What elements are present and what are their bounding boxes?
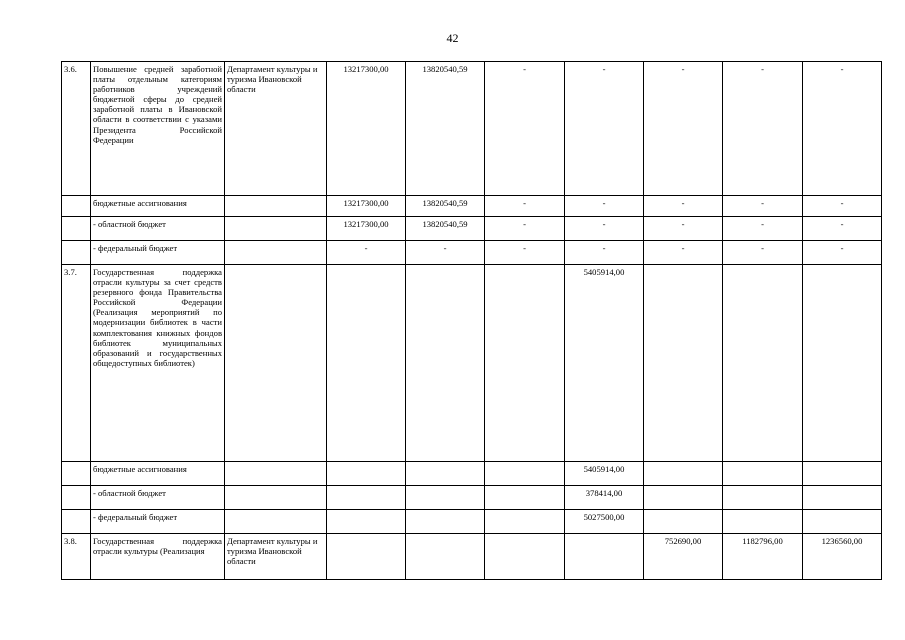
value-cell: - (406, 241, 485, 265)
value-cell (406, 534, 485, 580)
value-cell: - (644, 217, 723, 241)
value-cell (406, 462, 485, 486)
value-cell: 378414,00 (565, 486, 644, 510)
value-cell (565, 534, 644, 580)
value-cell: - (565, 241, 644, 265)
value-cell (327, 462, 406, 486)
value-cell (485, 265, 565, 462)
value-cell: - (485, 62, 565, 196)
value-cell: 13217300,00 (327, 62, 406, 196)
department (225, 241, 327, 265)
value-cell: - (327, 241, 406, 265)
value-cell (644, 462, 723, 486)
value-cell: 13217300,00 (327, 217, 406, 241)
value-cell: - (644, 196, 723, 217)
value-cell: - (644, 62, 723, 196)
value-cell (327, 534, 406, 580)
value-cell: 1182796,00 (723, 534, 803, 580)
value-cell: 752690,00 (644, 534, 723, 580)
value-cell: - (803, 196, 882, 217)
value-cell (327, 486, 406, 510)
row-number (62, 510, 91, 534)
value-cell (327, 265, 406, 462)
department (225, 217, 327, 241)
value-cell: - (485, 196, 565, 217)
value-cell (485, 486, 565, 510)
table-row (62, 462, 882, 486)
value-cell: - (723, 62, 803, 196)
table-row (62, 217, 882, 241)
value-cell (485, 510, 565, 534)
table-body (62, 62, 882, 580)
value-cell: - (723, 196, 803, 217)
value-cell (723, 486, 803, 510)
value-cell: 1236560,00 (803, 534, 882, 580)
table-row (62, 241, 882, 265)
value-cell (327, 510, 406, 534)
table-row (62, 265, 882, 462)
value-cell (803, 462, 882, 486)
value-cell (406, 265, 485, 462)
value-cell: - (803, 62, 882, 196)
measure-name: Государственная поддержка отрасли культуры за счет средств резервного фонда Правительства Российской Федерации (Реализация мероприятий по модернизации библиотек в части комплектования книжных фондов библиотек муниципальных образований и государственных общедоступных библиотек) (91, 265, 225, 462)
value-cell (485, 534, 565, 580)
measure-name: Государственная поддержка отрасли культуры (Реализация (91, 534, 225, 580)
value-cell: - (565, 62, 644, 196)
value-cell (485, 462, 565, 486)
value-cell: - (803, 217, 882, 241)
value-cell: 13820540,59 (406, 62, 485, 196)
row-number (62, 196, 91, 217)
table-row (62, 534, 882, 580)
value-cell: 13820540,59 (406, 196, 485, 217)
row-number: 3.6. (62, 62, 91, 196)
value-cell (723, 510, 803, 534)
value-cell (644, 486, 723, 510)
row-number (62, 462, 91, 486)
measure-name: бюджетные ассигнования (91, 196, 225, 217)
value-cell (803, 265, 882, 462)
row-number (62, 241, 91, 265)
table-row (62, 62, 882, 196)
measure-name: Повышение средней заработной платы отдельным категориям работников учреждений бюджетной сферы до средней заработной платы в Ивановской области в соответствии с указами Президента Российской Федерации (91, 62, 225, 196)
row-number (62, 486, 91, 510)
department: Департамент культуры и туризма Ивановской области (225, 534, 327, 580)
value-cell: 5405914,00 (565, 462, 644, 486)
department (225, 486, 327, 510)
value-cell: - (485, 217, 565, 241)
measure-name: - федеральный бюджет (91, 510, 225, 534)
department (225, 462, 327, 486)
department (225, 265, 327, 462)
row-number: 3.8. (62, 534, 91, 580)
table-row (62, 510, 882, 534)
value-cell: - (644, 241, 723, 265)
value-cell: - (723, 217, 803, 241)
row-number (62, 217, 91, 241)
table-row (62, 196, 882, 217)
value-cell: 5027500,00 (565, 510, 644, 534)
department: Департамент культуры и туризма Ивановской области (225, 62, 327, 196)
value-cell (644, 510, 723, 534)
measure-name: - федеральный бюджет (91, 241, 225, 265)
budget-table (61, 61, 882, 580)
measure-name: - областной бюджет (91, 486, 225, 510)
department (225, 196, 327, 217)
value-cell: 13820540,59 (406, 217, 485, 241)
page-number: 42 (446, 31, 459, 45)
value-cell: 5405914,00 (565, 265, 644, 462)
value-cell (803, 510, 882, 534)
value-cell: - (723, 241, 803, 265)
value-cell (803, 486, 882, 510)
measure-name: - областной бюджет (91, 217, 225, 241)
value-cell (723, 265, 803, 462)
value-cell (723, 462, 803, 486)
value-cell: - (485, 241, 565, 265)
department (225, 510, 327, 534)
measure-name: бюджетные ассигнования (91, 462, 225, 486)
value-cell (406, 486, 485, 510)
value-cell: - (803, 241, 882, 265)
value-cell: - (565, 196, 644, 217)
table-row (62, 486, 882, 510)
value-cell: 13217300,00 (327, 196, 406, 217)
value-cell (644, 265, 723, 462)
value-cell (406, 510, 485, 534)
row-number: 3.7. (62, 265, 91, 462)
value-cell: - (565, 217, 644, 241)
